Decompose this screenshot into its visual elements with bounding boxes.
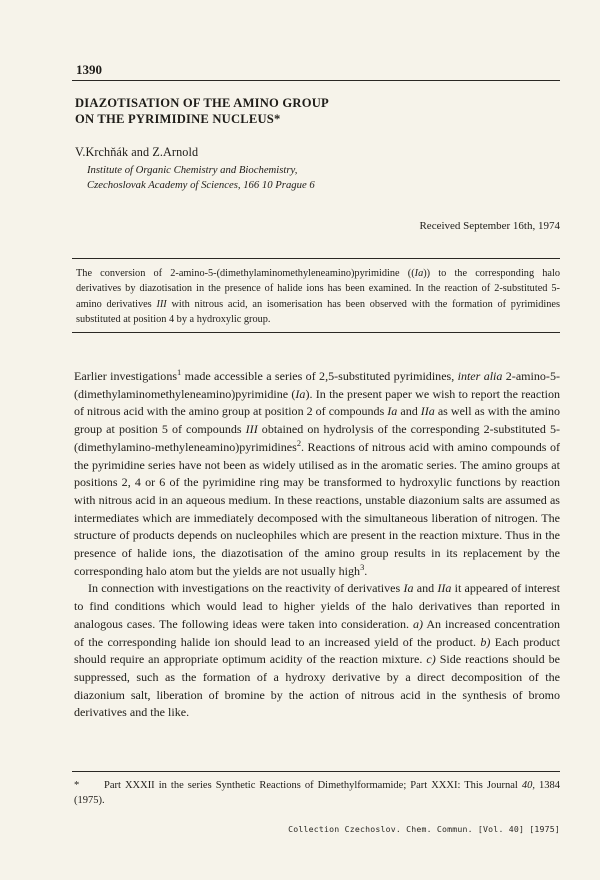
footnote-rule [72,771,560,772]
list-marker: b) [480,634,491,649]
body-span: In connection with investigations on the reactivity of derivatives [88,581,404,596]
footnote-text: 1384 (1975). [74,780,560,806]
body-span: Earlier investigations [74,369,178,383]
received-date: Received September 16th, 1974 [419,220,560,232]
body-span: as well as with the amino group at position 5 of compounds [74,404,560,437]
body-span: . [364,563,368,578]
body-span: 2-amino-5-(dimethylaminomethyleneamino)pyrimidine ( [74,369,560,401]
body-span: Side reactions should be suppressed, such as the formation of a hydroxy derivative by a direct decomposition of the diazonium salt, liberation of bromine by the action of nitrous acid in the synthesis of bromo derivatives and the like. [74,652,560,720]
footnote-mark: * [74,780,80,791]
compound-label: Ia [414,268,424,279]
abstract-text: with nitrous acid, an isomerisation has been observed with the formation of pyrimidines substituted at position 4 by a hydroxylic group. [76,298,560,325]
body-span: made accessible a series of 2,5-substituted pyrimidines, [181,369,458,383]
paragraph-2 [74,580,560,722]
body-span: ). In the present paper we wish to report the reaction of nitrous acid with the amino group at position 2 of compounds [74,386,560,419]
affiliation [87,163,487,193]
footnote-text: Part XXXII in the series Synthetic Reactions of Dimethylformamide; Part XXXI: This Journal [104,780,522,791]
abstract-rule-top [72,258,560,259]
article-title [75,95,495,127]
list-marker: c) [426,652,436,667]
body-span: Each product should require an appropriate optimum acidity of the reaction mixture. [74,634,561,667]
compound-label: III [245,422,258,437]
abstract: The conversion of 2-amino-5-(dimethylaminomethyleneamino)pyrimidine ((Ia)) to the corresponding halo derivatives by diazotisation in the presence of halide ions has been examined. In the reaction of 2-substituted 5-amino derivatives III with nitrous acid, an isomerisation has been observed with the formation of pyrimidines substituted at position 4 by a hydroxylic group. [76,268,561,325]
page-number: 1390 [76,62,102,77]
body-span: obtained on hydrolysis of the corresponding 2-substituted 5-(dimethylamino-methyleneamino)pyrimidines [74,422,560,454]
compound-label: IIa [437,581,452,596]
authors: V.Krchňák and Z.Arnold [75,145,199,159]
body-span: and [397,404,421,419]
abstract-rule-bottom [72,332,560,333]
compound-label: IIa [420,404,435,419]
title-line-2: ON THE PYRIMIDINE NUCLEUS* [75,112,281,126]
compound-label: Ia [403,581,414,596]
compound-label: Ia [295,386,306,401]
body-span: An increased concentration of the corresponding halide ion should lead to an increased yield of the product. [74,616,560,649]
reference-mark: 2 [296,437,302,448]
affiliation-line-2: Czechoslovak Academy of Sciences, 166 10 Prague 6 [87,179,315,191]
body-span: it appeared of interest to find conditions which would lead to higher yields of the halo derivatives than reported in analogous cases. The following ideas were taken into consideration. [74,581,560,631]
abstract-text: The conversion of 2-amino-5-(dimethylaminomethyleneamino)pyrimidine ( [76,268,412,279]
reference-mark: 1 [177,366,182,377]
reference-mark: 3 [360,561,365,572]
journal-citation: Collection Czechoslov. Chem. Commun. [Vol. 40] [1975] [288,824,560,834]
paragraph-1 [74,368,560,580]
body-text [74,368,560,722]
footnote [74,778,560,808]
volume-number: 40, [521,780,535,791]
abstract-text: ) to the corresponding halo derivatives by diazotisation in the presence of halide ions has been examined. In the reaction of 2-substituted 5-amino derivatives [76,268,561,310]
list-marker: a) [413,616,424,631]
compound-label: III [156,298,167,310]
title-line-1: DIAZOTISATION OF THE AMINO GROUP [75,96,329,110]
affiliation-line-1: Institute of Organic Chemistry and Biochemistry, [87,164,298,176]
body-span: . Reactions of nitrous acid with amino compounds of the pyrimidine series have not been as widely utilised as in the aromatic series. The amino groups at positions 2, 4 or 6 of the pyrimidine ring may be transformed to hydroxylic functions by reaction with nitrous acid in an aqueous medium. In these reactions, unstable diazonium salts are assumed as intermediates which are immediately decomposed with the simultaneous liberation of nitrogen. The structure of products depends on nucleophiles which are present in the reaction mixture. Thus in the presence of halide ions, the diazotisation of the amino group results in its replacement by the corresponding halo atom but the yields are not usually high [74,439,560,578]
italic-phrase: inter alia [457,369,503,383]
compound-label: Ia [387,404,398,419]
body-span: and [413,581,438,596]
header-rule [72,80,560,81]
